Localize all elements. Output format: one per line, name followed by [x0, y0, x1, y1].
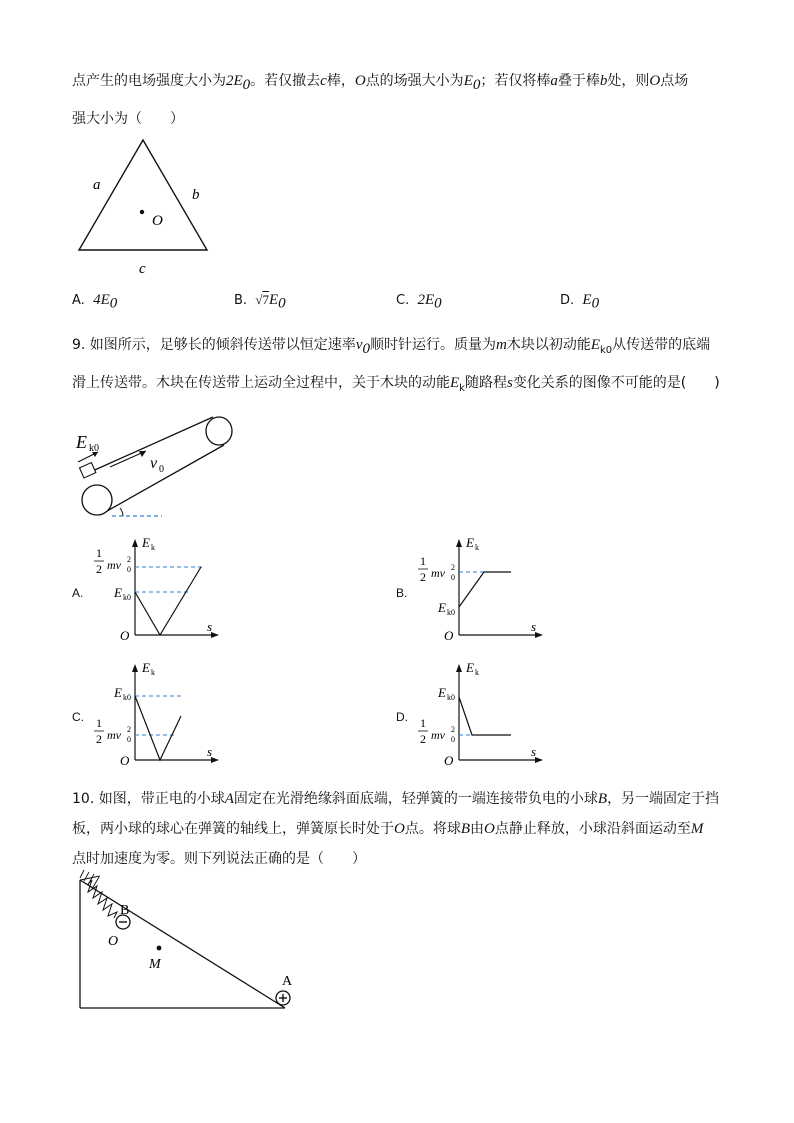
- svg-text:2: 2: [451, 563, 455, 572]
- svg-text:mv: mv: [431, 566, 445, 580]
- svg-text:k: k: [151, 543, 155, 552]
- label-b: b: [192, 187, 200, 203]
- svg-text:O: O: [120, 628, 130, 643]
- q9-graph-b[interactable]: [414, 535, 554, 645]
- triangle-rods: [79, 140, 207, 250]
- q8-triangle-figure: [70, 135, 220, 280]
- svg-text:s: s: [531, 744, 537, 759]
- svg-text:E: E: [466, 535, 474, 550]
- q10-incline-figure: [70, 868, 310, 1018]
- q8-stem-line2: 强大小为（ ）: [72, 111, 184, 127]
- v0-sub: 0: [159, 464, 164, 475]
- sqrt-icon: √: [255, 292, 263, 307]
- ek0-sub: k0: [89, 443, 99, 454]
- svg-text:2: 2: [127, 555, 131, 564]
- q10-stem-line1: 10. 如图，带正电的小球A固定在光滑绝缘斜面底端，轻弹簧的一端连接带负电的小球B，另一端固定于挡: [72, 791, 720, 807]
- svg-text:k: k: [151, 668, 155, 677]
- svg-text:0: 0: [127, 565, 131, 574]
- label-c: c: [139, 261, 146, 277]
- svg-text:E: E: [438, 685, 446, 700]
- roller-bottom: [82, 485, 112, 515]
- curve: [135, 567, 201, 635]
- svg-text:O: O: [120, 753, 130, 768]
- q8-stem-line1: 点产生的电场强度大小为$2E_0$。若仅撤去c棒，O点的场强大小为$E_0$；若仅将棒a叠于棒b处，则O点场: [72, 73, 689, 93]
- point-m: [157, 946, 162, 951]
- y-arrow: [132, 539, 138, 547]
- label-a: a: [93, 177, 101, 193]
- ek0-label: E: [76, 432, 87, 452]
- q9-option-a-label[interactable]: A.: [72, 586, 84, 600]
- q8-option-c[interactable]: C. $2E_0$: [396, 292, 442, 312]
- svg-text:2: 2: [96, 562, 102, 576]
- q8-option-b[interactable]: B. $√7E_0$: [234, 292, 286, 312]
- y-arrow: [456, 664, 462, 672]
- y-arrow: [132, 664, 138, 672]
- svg-text:1: 1: [420, 716, 426, 730]
- svg-text:1: 1: [96, 716, 102, 730]
- svg-text:s: s: [531, 619, 537, 634]
- q9-graph-c[interactable]: [90, 660, 230, 770]
- svg-text:mv: mv: [431, 728, 445, 742]
- incline-angle-arc: [120, 508, 123, 516]
- x-arrow: [535, 632, 543, 638]
- label-o: O: [108, 934, 119, 949]
- q9-stem-line1: 9. 如图所示，足够长的倾斜传送带以恒定速率$v_0$顺时针运行。质量为m木块以初动能$E_{k0}$从传送带的底端: [72, 337, 711, 357]
- q8-option-d[interactable]: D. $E_0$: [560, 292, 600, 312]
- svg-text:2: 2: [420, 570, 426, 584]
- svg-text:E: E: [466, 660, 474, 675]
- svg-text:2: 2: [127, 725, 131, 734]
- svg-text:E: E: [142, 660, 150, 675]
- svg-text:s: s: [207, 744, 213, 759]
- svg-text:E: E: [142, 535, 150, 550]
- q10-stem-line3: 点时加速度为零。则下列说法正确的是（ ）: [72, 851, 366, 867]
- svg-text:s: s: [207, 619, 213, 634]
- svg-text:E: E: [114, 685, 122, 700]
- center-point-o: [140, 210, 144, 214]
- x-arrow: [535, 757, 543, 763]
- svg-text:1: 1: [96, 546, 102, 560]
- label-a: A: [282, 974, 293, 989]
- v0-label: v: [150, 455, 158, 472]
- svg-text:E: E: [114, 585, 122, 600]
- curve: [459, 572, 511, 607]
- q9-graph-d[interactable]: [414, 660, 554, 770]
- belt-bottom: [100, 445, 224, 515]
- svg-text:2: 2: [451, 725, 455, 734]
- svg-text:k0: k0: [447, 693, 455, 702]
- svg-text:O: O: [444, 753, 454, 768]
- svg-text:O: O: [444, 628, 454, 643]
- q9-option-c-label[interactable]: C.: [72, 710, 84, 724]
- label-b: B: [120, 903, 130, 918]
- svg-text:0: 0: [127, 735, 131, 744]
- y-arrow: [456, 539, 462, 547]
- svg-text:0: 0: [451, 573, 455, 582]
- svg-text:k0: k0: [123, 593, 131, 602]
- roller-top: [206, 417, 232, 445]
- label-o: O: [152, 213, 163, 229]
- spring: [88, 880, 117, 918]
- x-arrow: [211, 632, 219, 638]
- q9-option-b-label[interactable]: B.: [396, 586, 408, 600]
- block: [79, 463, 95, 478]
- curve: [135, 696, 181, 760]
- svg-text:0: 0: [451, 735, 455, 744]
- svg-text:mv: mv: [107, 558, 121, 572]
- q9-stem-line2: 滑上传送带。木块在传送带上运动全过程中，关于木块的动能$E_k$随路程s变化关系的图像不可能的是( ): [72, 375, 720, 394]
- svg-text:1: 1: [420, 554, 426, 568]
- svg-text:k: k: [475, 543, 479, 552]
- svg-text:E: E: [438, 600, 446, 615]
- q8-option-a[interactable]: A. $4E_0$: [72, 292, 118, 312]
- q10-stem-line2: 板，两小球的球心在弹簧的轴线上，弹簧原长时处于O点。将球B由O点静止释放，小球沿斜面运动至M: [72, 821, 704, 837]
- label-m: M: [149, 957, 161, 972]
- svg-text:2: 2: [96, 732, 102, 746]
- q9-option-d-label[interactable]: D.: [396, 710, 408, 724]
- svg-text:k: k: [475, 668, 479, 677]
- svg-text:2: 2: [420, 732, 426, 746]
- svg-text:k0: k0: [123, 693, 131, 702]
- q9-conveyor-figure: [70, 410, 245, 525]
- q9-graph-a[interactable]: [90, 535, 230, 645]
- curve: [459, 697, 511, 735]
- x-arrow: [211, 757, 219, 763]
- svg-text:mv: mv: [107, 728, 121, 742]
- svg-text:k0: k0: [447, 608, 455, 617]
